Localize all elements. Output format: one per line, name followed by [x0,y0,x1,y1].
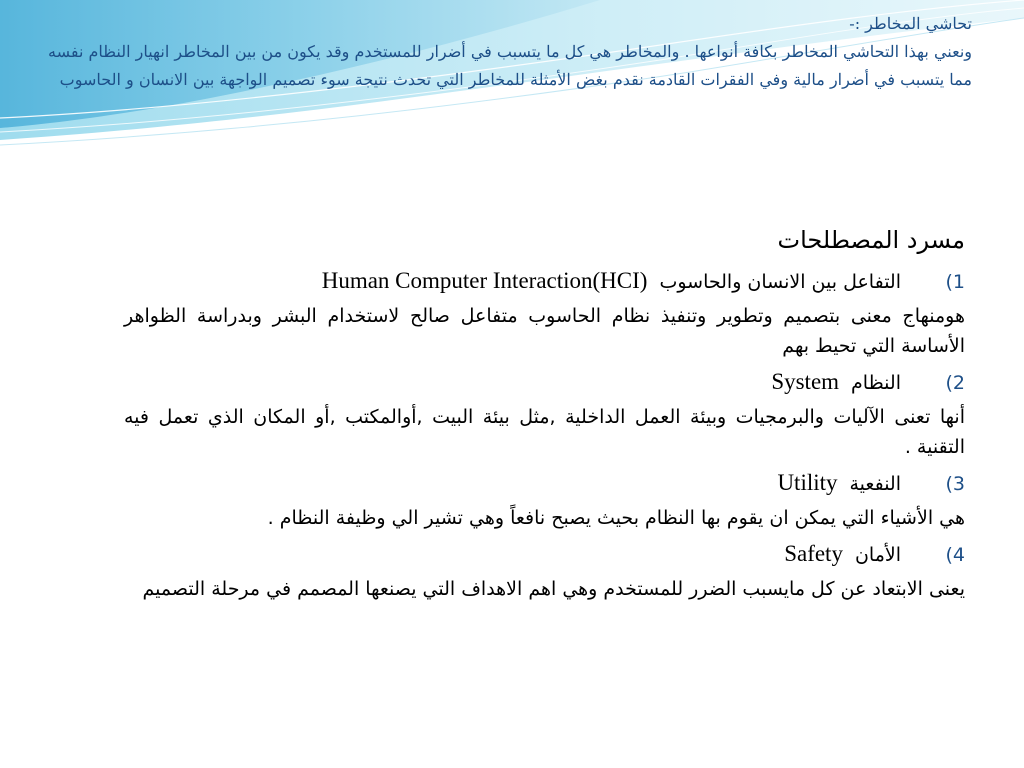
term-4-heading [60,539,965,570]
term-arabic-name: النفعية [849,473,901,495]
term-1-heading [60,266,965,297]
intro-heading: تحاشي المخاطر :- [849,14,972,33]
term-arabic-name: النظام [851,372,901,394]
glossary-section [60,222,965,610]
term-number: 4) [945,544,965,566]
term-english-name: System [771,369,840,394]
term-3-heading [60,468,965,499]
term-arabic-name: الأمان [854,544,901,566]
intro-block [40,10,972,94]
term-english-name: Utility [777,470,838,495]
intro-paragraph: ونعني بهذا التحاشي المخاطر بكافة أنواعها . والمخاطر هي كل ما يتسبب في أضرار للمستخدم وقد يكون من بين المخاطر انهيار النظام نفسه مما يتسبب في أضرار مالية وفي الفقرات القادمة نقدم بغض الأمثلة للمخاطر التي تحدث نتيجة سوء تصميم الواجهة بين الانسان و الحاسوب [48,42,972,89]
term-number: 1) [945,271,965,293]
glossary-title: مسرد المصطلحات [777,226,965,254]
term-3-definition: هي الأشياء التي يمكن ان يقوم بها النظام بحيث يصبح نافعاً وهي تشير الي وظيفة النظام . [267,507,965,529]
term-arabic-name: التفاعل بين الانسان والحاسوب [659,271,901,293]
term-4-definition: يعنى الابتعاد عن كل مايسبب الضرر للمستخدم وهي اهم الاهداف التي يصنعها المصمم في مرحلة التصميم [142,578,965,600]
term-1-definition: هومنهاج معنى بتصميم وتطوير وتنفيذ نظام الحاسوب متفاعل صالح لاستخدام البشر وبدراسة الظواهر الأساسة التي تحيط بهم [124,305,965,357]
term-number: 2) [945,372,965,394]
term-2-definition: أنها تعنى الآليات والبرمجيات وبيئة العمل الداخلية ,مثل بيئة البيت ,أوالمكتب ,أو المكان الذي تعمل فيه التقنية . [124,406,965,458]
term-english-name: Safety [784,541,843,566]
term-number: 3) [945,473,965,495]
term-2-heading [60,367,965,398]
term-english-name: Human Computer Interaction(HCI) [321,268,648,293]
